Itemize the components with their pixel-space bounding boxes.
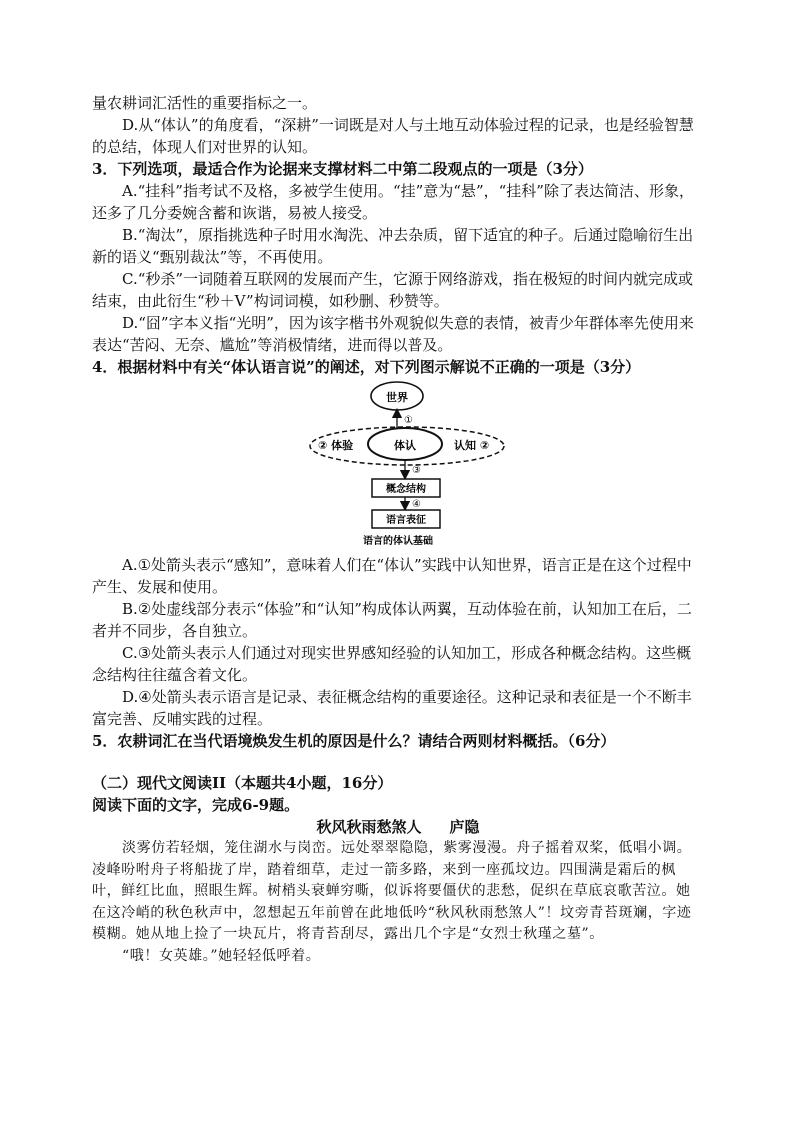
story-author: 庐隐 (449, 818, 480, 836)
q5-stem: 5．农耕词汇在当代语境焕发生机的原因是什么？请结合两则材料概括。（6分） (92, 732, 616, 750)
q2-tail-line: 量农耕词汇活性的重要指标之一。 (92, 94, 318, 112)
arrow-1-label: ① (404, 415, 413, 426)
document-page (92, 92, 704, 967)
story-title-line (92, 816, 704, 838)
concept-label: 概念结构 (386, 484, 426, 495)
embodiment-label: 体认 (394, 439, 416, 452)
section-gap (92, 752, 704, 772)
embodiment-diagram (92, 380, 704, 550)
q4-option-a: A.①处箭头表示“感知”，意味着人们在“体认”实践中认知世界，语言正是在这个过程中产生、发展和使用。 (92, 556, 692, 596)
diagram-svg (92, 380, 704, 550)
q3-option-b: B.“淘汰”，原指挑选种子时用水淘洗、冲去杂质，留下适宜的种子。后通过隐喻衍生出新的语义“甄别裁汰”等，不再使用。 (92, 226, 694, 266)
q3-option-d: D.“囧”字本义指“光明”，因为该字楷书外观貌似失意的表情，被青少年群体率先使用来表达“苦闷、无奈、尴尬”等消极情绪，进而得以普及。 (92, 314, 694, 354)
q4-option-c: C.③处箭头表示人们通过对现实世界感知经验的认知加工，形成各种概念结构。这些概念结构往往蕴含着文化。 (92, 644, 692, 684)
q4-stem: 4．根据材料中有关“体认语言说”的阐述，对下列图示解说不正确的一项是（3分） (92, 358, 641, 376)
q4-option-d: D.④处箭头表示语言是记录、表征概念结构的重要途径。这种记录和表征是一个不断丰富完善、反哺实践的过程。 (92, 688, 692, 728)
q3-option-c: C.“秒杀”一词随着互联网的发展而产生，它源于网络游戏，指在极短的时间内就完成或结束，由此衍生“秒＋V”构词词模，如秒删、秒赞等。 (92, 270, 694, 310)
story-body (92, 838, 704, 967)
cognition-label: 认知 ② (454, 439, 490, 452)
arrow-3-label: ③ (412, 465, 421, 476)
expression-label: 语言表征 (386, 515, 426, 526)
world-label: 世界 (386, 391, 408, 404)
story-paragraph-1: 淡雾仿若轻烟，笼住湖水与岗峦。远处翠翠隐隐，紫雾漫漫。舟子摇着双桨，低唱小调。凌峰吩咐舟子将船拢了岸，踏着细草，走过一箭多路，来到一座孤坟边。四围满是霜后的枫叶，鲜红比血，照眼生辉。树梢头衰蝉穷嘶，似诉将要僵伏的悲愁，促织在草底哀歌苦泣。她在这冷峭的秋色秋声中，忽想起五年前曾在此地低吟“秋风秋雨愁煞人”！坟旁青苔斑斓，字迹模糊。她从地上捡了一块瓦片，将青苔刮尽，露出几个字是“女烈士秋瑾之墓”。 (92, 840, 692, 942)
section2-instruction: 阅读下面的文字，完成6-9题。 (92, 796, 300, 814)
diagram-caption: 语言的体认基础 (363, 536, 433, 547)
section2-heading: （二）现代文阅读II（本题共4小题，16分） (92, 774, 393, 792)
q2-option-d: D.从“体认”的角度看，“深耕”一词既是对人与土地互动体验过程的记录，也是经验智慧的总结，体现人们对世界的认知。 (92, 116, 694, 156)
story-paragraph-2: “哦！女英雄。”她轻轻低呼着。 (122, 947, 321, 964)
q3-stem: 3．下列选项，最适合作为论据来支撑材料二中第二段观点的一项是（3分） (92, 160, 593, 178)
q3-option-a: A.“挂科”指考试不及格，多被学生使用。“挂”意为“悬”，“挂科”除了表达简洁、形象，还多了几分委婉含蓄和诙谐，易被人接受。 (92, 182, 694, 222)
experience-label: ② 体验 (318, 439, 354, 452)
arrow-4-label: ④ (412, 499, 421, 510)
story-title: 秋风秋雨愁煞人 (316, 818, 422, 836)
q4-option-b: B.②处虚线部分表示“体验”和“认知”构成体认两翼，互动体验在前，认知加工在后，二者并不同步，各自独立。 (92, 600, 692, 640)
